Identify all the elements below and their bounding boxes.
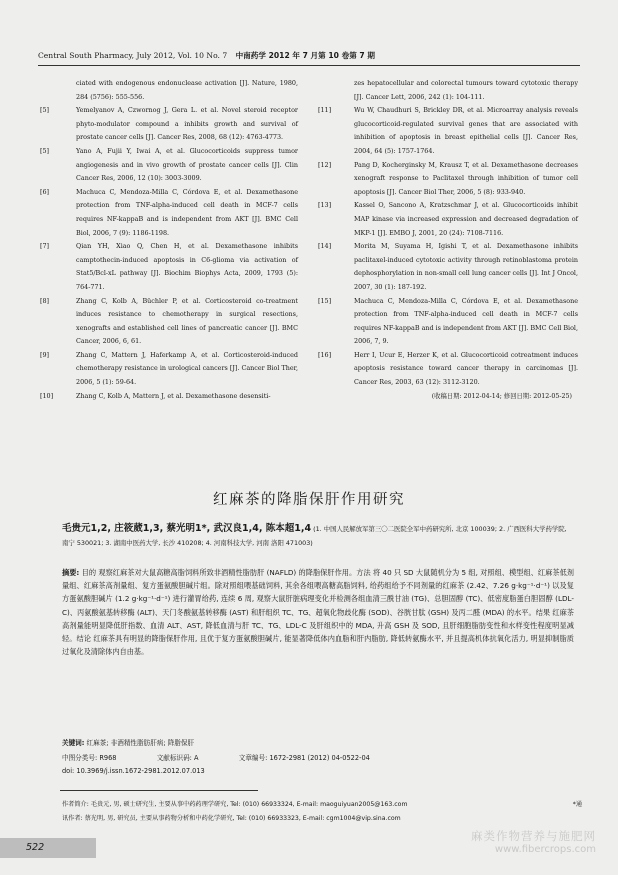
doc-code-value: A xyxy=(194,754,199,762)
reference-item xyxy=(40,349,298,390)
journal-english: Central South Pharmacy, July 2012, Vol. 10 No. 7 xyxy=(38,51,228,60)
reference-item xyxy=(318,104,578,158)
reference-text: Yemelyanov A, Czwornog J, Gera L. et al. Novel steroid receptor phyto-modulator compound a inhibits growth and survival of prostate cancer cells [J]. Cancer Res, 2008, 68 (12): 4763-4773. xyxy=(76,106,298,142)
keywords-label: 关键词: xyxy=(62,739,85,747)
reference-text: Wu W, Chaudhuri S, Brickley DR, et al. Microarray analysis reveals glucocorticoid-regulated survival genes that are associated with inhibition of apoptosis in breast epithelial cells [J]. Cancer Res, 2004, 64 (5): 1757-1764. xyxy=(354,106,578,155)
reference-number: [15] xyxy=(318,296,332,305)
references-left-column xyxy=(40,77,298,403)
reference-text: Kassel O, Sancono A, Kratzschmar J, et al. Glucocorticoids inhibit MAP kinase via increased expression and decreased degradation of MKP-1 [J]. EMBO J, 2001, 20 (24): 7108-7116. xyxy=(354,201,578,237)
author-intro: 作者简介: 毛贵元, 男, 硕士研究生, 主要从事中药药理学研究, Tel: (010) 66933324, E-mail: maoguiyuan2005@163.com *通 xyxy=(62,798,582,812)
article-no-label: 文章编号: xyxy=(238,754,268,762)
reference-number: [5] xyxy=(40,146,50,155)
reference-number: [11] xyxy=(318,106,332,115)
corresponding-author: 讯作者: 蔡光明, 男, 研究员, 主要从事药物分析和中药化学研究, Tel: (010) 66933323, E-mail: cgm1004@vip.sina.com xyxy=(62,815,401,822)
abstract-text: 目的 观察红麻茶对大鼠高糖高脂饲料所致非酒精性脂肪肝 (NAFLD) 的降脂保肝作用。方法 将 40 只 SD 大鼠随机分为 5 组, 对照组、模型组、红麻茶低剂量组、红麻茶高剂量组、复方蛋氨酸胆碱片组。除对照组喂基础饲料, 其余各组喂高糖高脂饲料, 给药组给予不同剂量的红麻茶 (2.42、7.26 g·kg⁻¹·d⁻¹) 以及复方蛋氨酸胆碱片 (1.2 g·kg⁻¹·d⁻¹) 进行灌胃给药, 连续 6 周, 观察大鼠肝脏病理变化并检测各组血清三酰甘油 (TG)、总胆固醇 (TC)、低密度脂蛋白胆固醇 (LDL-C)、丙氨酸氨基转移酶 (ALT)、天门冬酸氨基转移酶 (AST) 和肝组织 TC、TG、超氧化物歧化酶 (SOD)、谷胱甘肽 (GSH) 及丙二醛 (MDA) 的水平。结果 红麻茶高剂量能明显降低肝指数、血清 ALT、AST, 降低血清与肝 TC、TG、LDL-C 及肝组织中的 MDA, 升高 GSH 及 SOD, 且肝细胞脂肪变性和水样变性程度明显减轻。结论 红麻茶具有明显的降脂保肝作用, 且优于复方蛋氨酸胆碱片, 能显著降低体内血脂和肝内脂肪, 降低转氨酶水平, 并且提高机体抗氧化活力, 明显抑制脂质过氧化及清除体内自由基。 xyxy=(62,568,574,657)
running-header xyxy=(38,50,580,66)
abstract-label: 摘要: xyxy=(62,568,80,577)
received-dates: (收稿日期: 2012-04-14; 修回日期: 2012-05-25) xyxy=(431,392,572,400)
reference-item xyxy=(318,349,578,390)
classification-line xyxy=(62,752,574,762)
reference-number: [5] xyxy=(40,106,50,115)
reference-item xyxy=(318,199,578,240)
reference-item xyxy=(318,240,578,294)
reference-item xyxy=(318,295,578,349)
reference-text: Zhang C, Kolb A, Büchler P, et al. Corticosteroid co-treatment induces resistance to chemotherapy in surgical resections, xenografts and established cell lines of pancreatic cancer [J]. BMC Cancer, 2006, 6, 61. xyxy=(76,296,298,346)
reference-number: [13] xyxy=(318,201,332,210)
author-affiliations: (1. 中国人民解放军第三〇二医院全军中药研究所, 北京 100039; 2. 广西医科大学药学院, 南宁 530021; 3. 湖南中医药大学, 长沙 410208; 4. 河南科技大学, 河南 洛阳 471003) xyxy=(62,525,567,547)
reference-item xyxy=(40,295,298,349)
reference-text: Herr I, Ucur E, Herzer K, et al. Glucocorticoid cotreatment induces apoptosis resistance toward cancer therapy in carcinomas [J]. Cancer Res, 2003, 63 (12): 3112-3120. xyxy=(354,350,578,387)
article-no-value: 1672-2981 (2012) 04-0522-04 xyxy=(269,754,370,762)
reference-item xyxy=(40,240,298,294)
article-title: 红麻茶的降脂保肝作用研究 xyxy=(213,492,405,508)
reference-item xyxy=(318,77,578,104)
watermark xyxy=(471,828,596,855)
reference-text: Zhang C, Mattern J, Haferkamp A, et al. Corticosteroid-induced chemotherapy resistance in urological cancers [J]. Cancer Biol Ther, 2006, 5 (1): 59-64. xyxy=(76,350,298,387)
page-number: 522 xyxy=(0,838,96,858)
author-names: 毛贵元1,2, 庄筱葳1,3, 蔡光明1*, 武汉良1,4, 陈本超1,4 xyxy=(62,523,312,534)
footnotes xyxy=(62,798,582,826)
abstract xyxy=(62,566,574,658)
reference-text: zes hepatocellular and colorectal tumours toward cytotoxic therapy [J]. Cancer Lett, 2006, 242 (1): 104-111. xyxy=(354,79,578,101)
reference-text: Machuca C, Mendoza-Milla C, Córdova E, et al. Dexamethasone protection from TNF-alpha-induced cell death in MCF-7 cells requires NF-kappaB and is independent from AKT [J]. BMC Cell Biol, 2006, 7 (9): 1186-1198. xyxy=(76,187,298,237)
doi-line: doi: 10.3969/j.issn.1672-2981.2012.07.013 xyxy=(62,767,205,775)
reference-number: [10] xyxy=(40,391,54,400)
reference-item xyxy=(40,186,298,240)
reference-number: [9] xyxy=(40,350,50,359)
watermark-cn: 麻类作物营养与施肥网 xyxy=(471,829,596,843)
references-right-column xyxy=(318,77,578,403)
reference-text: Yano A, Fujii Y, Iwai A, et al. Glucocorticoids suppress tumor angiogenesis and in vivo growth of prostate cancer cells [J]. Clin Cancer Res, 2006, 12 (10): 3003-3009. xyxy=(76,146,298,183)
reference-text: Pang D, Kocherginsky M, Krausz T, et al. Dexamethasone decreases xenograft response to Paclitaxel through inhibition of tumor cell apoptosis [J]. Cancer Biol Ther, 2006, 5 (8): 933-940. xyxy=(354,160,578,196)
reference-number: [12] xyxy=(318,160,332,169)
keywords-line xyxy=(62,737,574,747)
keywords: 红麻茶; 非酒精性脂肪肝病; 降脂保肝 xyxy=(86,739,195,747)
reference-text: ciated with endogenous endonuclease activation [J]. Nature, 1980, 284 (5756): 555-556. xyxy=(76,79,298,101)
reference-number: [8] xyxy=(40,296,50,305)
reference-text: Machuca C, Mendoza-Milla C, Córdova E, et al. Dexamethasone protection from TNF-alpha-induced cell death in MCF-7 cells requires NF-kappaB and is independent from AKT [J]. BMC Cell Biol, 2006, 7, 9. xyxy=(354,296,578,346)
journal-chinese: 中南药学 2012 年 7 月第 10 卷第 7 期 xyxy=(235,51,375,60)
reference-text: Zhang C, Kolb A, Mattern J, et al. Dexamethasone desensiti- xyxy=(76,391,271,400)
reference-item xyxy=(40,390,298,404)
corresponding-mark: *通 xyxy=(572,801,582,808)
reference-number: [14] xyxy=(318,242,332,251)
reference-item xyxy=(40,145,298,186)
header-rule xyxy=(38,65,580,66)
reference-number: [6] xyxy=(40,187,50,196)
reference-item xyxy=(40,77,298,104)
reference-text: Morita M, Suyama H, Igishi T, et al. Dexamethasone inhibits paclitaxel-induced cytotoxic activity through retinoblastoma protein dephosphorylation in non-small cell lung cancer cells [J]. Int J Oncol, 2007, 30 (1): 187-192. xyxy=(354,242,578,291)
reference-item xyxy=(318,159,578,200)
clc-label: 中图分类号: xyxy=(62,754,98,762)
reference-number: [16] xyxy=(318,350,332,359)
reference-number: [7] xyxy=(40,242,50,251)
reference-text: Qian YH, Xiao Q, Chen H, et al. Dexamethasone inhibits camptothecin-induced apoptosis in C6-glioma via activation of Stat5/Bcl-xL pathway [J]. Biochim Biophys Acta, 2009, 1793 (5): 764-771. xyxy=(76,242,298,291)
author-block xyxy=(62,522,574,550)
watermark-url: www.fibercrops.com xyxy=(494,844,596,855)
reference-item xyxy=(40,104,298,145)
clc-value: R968 xyxy=(99,754,117,762)
footnote-rule xyxy=(60,790,258,791)
doc-code-label: 文献标识码: xyxy=(156,754,192,762)
